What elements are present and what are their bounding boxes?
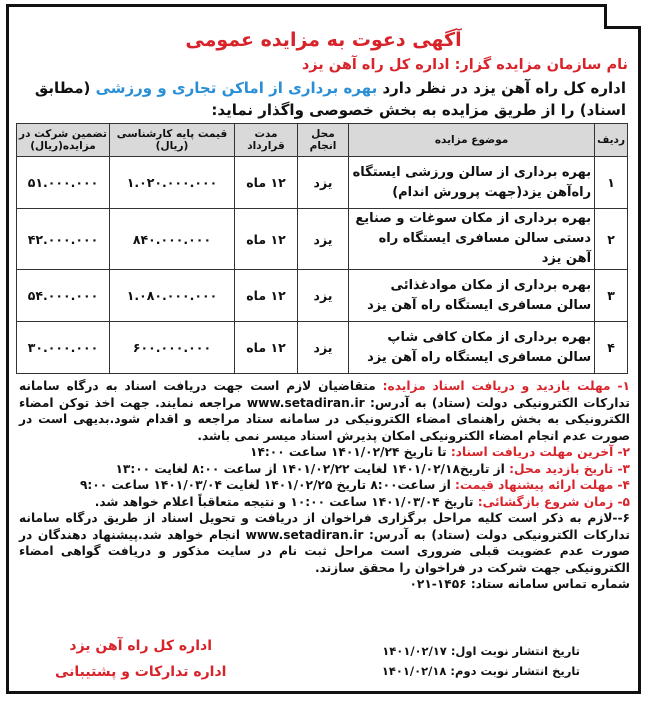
cell-row-number: ۲ (595, 209, 628, 270)
table-row (17, 157, 628, 209)
condition-3-text: از تاریخ۱۴۰۱/۰۲/۱۸ لغایت ۱۴۰۱/۰۲/۲۲ از ساعت ۸:۰۰ لغایت ۱۳:۰۰ (115, 461, 510, 476)
cell-guarantee: ۵۴.۰۰۰.۰۰۰ (17, 270, 110, 322)
table-row (17, 209, 628, 270)
cell-guarantee: ۴۲.۰۰۰.۰۰۰ (17, 209, 110, 270)
signature-block (55, 633, 226, 685)
condition-2-lead: ۲- آخرین مهلت دریافت اسناد: (450, 445, 630, 459)
notice-page (6, 4, 641, 694)
condition-1-text-b: مراجعه نمایند. جهت اخذ توکن امضاء الکترونیکی به بخش راهنمای امضاء الکترونیکی در سامانه ستاد مراجعه و اقدام شود.بدیهی است در صورت عدم انجام امضاء الکترونیکی امکان پذیرش اسناد میسر نمی باشد. (19, 395, 630, 443)
condition-item-4 (19, 477, 630, 494)
condition-3-lead: ۳- تاریخ بازدید محل: (509, 461, 630, 476)
table-row (17, 322, 628, 374)
cell-place: یزد (298, 209, 349, 270)
cell-guarantee: ۵۱.۰۰۰.۰۰۰ (17, 157, 110, 209)
cell-term: ۱۲ ماه (235, 322, 298, 374)
notice-title: آگهی دعوت به مزایده عمومی (185, 29, 462, 51)
intro-text-after: (مطابق اسناد) را از طریق مزایده به بخش خصوصی واگذار نماید: (34, 79, 626, 119)
intro-text-before: اداره کل راه آهن یزد در نظر دارد (377, 79, 626, 97)
condition-4-lead: ۴- مهلت ارائه پیشنهاد قیمت: (455, 478, 630, 492)
cell-subject: بهره برداری از مکان مواد‌غذائی سالن مسافری ایستگاه راه آهن یزد (349, 270, 595, 322)
condition-4-text: از ساعت۸:۰۰ تاریخ ۱۴۰۱/۰۲/۲۵ لغایت ۱۴۰۱/۰۳/۰۴ ساعت ۹:۰۰ (79, 478, 455, 492)
condition-1-lead: ۱- مهلت بازدید و دریافت اسناد مزایده: (382, 379, 630, 393)
cell-price: ۶۰۰.۰۰۰.۰۰۰ (110, 322, 235, 374)
publication-date-first: تاریخ انتشار نوبت اول: ۱۴۰۱/۰۲/۱۷ (382, 644, 580, 658)
header-place: محل انجام (298, 124, 349, 157)
corner-tab (604, 4, 641, 29)
header-price: قیمت پایه کارشناسی (ریال) (110, 124, 235, 157)
cell-price: ۸۴۰.۰۰۰.۰۰۰ (110, 209, 235, 270)
intro-paragraph (15, 77, 626, 121)
cell-place: یزد (298, 270, 349, 322)
cell-subject: بهره برداری از سالن ورزشی ایستگاه راه‌آهن یزد(جهت پرورش اندام) (349, 157, 595, 209)
cell-place: یزد (298, 157, 349, 209)
header-subject: موضوع مزایده (349, 124, 595, 157)
condition-6-text-a: ۶--لازم به ذکر است کلیه مراحل برگزاری فراخوان از دریافت و تحویل اسناد از طریق درگاه سامانه تدارکات الکترونیکی دولت (ستاد) به آدرس: (19, 511, 630, 542)
table-row (17, 270, 628, 322)
header-row-number: ردیف (595, 124, 628, 157)
condition-item-5 (19, 494, 630, 511)
publication-date-second: تاریخ انتشار نوبت دوم: ۱۴۰۱/۰۲/۱۸ (381, 664, 580, 678)
intro-highlight: بهره برداری از اماکن تجاری و ورزشی (95, 79, 378, 97)
cell-price: ۱.۰۲۰.۰۰۰.۰۰۰ (110, 157, 235, 209)
cell-place: یزد (298, 322, 349, 374)
condition-item-1 (19, 378, 630, 444)
cell-term: ۱۲ ماه (235, 209, 298, 270)
header-term: مدت قرارداد (235, 124, 298, 157)
condition-item-6 (19, 510, 630, 576)
cell-price: ۱.۰۸۰.۰۰۰.۰۰۰ (110, 270, 235, 322)
cell-subject: بهره برداری از مکان کافی شاپ سالن مسافری ایستگاه راه آهن یزد (349, 322, 595, 374)
setad-link[interactable]: www.setadiran.ir (246, 395, 365, 410)
condition-5-lead: ۵- زمان شروع بازگشائی: (477, 494, 630, 509)
contact-number: شماره تماس سامانه ستاد: ۱۴۵۶-۰۲۱ (409, 577, 630, 591)
setad-link[interactable]: www.setadiran.ir (245, 527, 364, 542)
cell-subject: بهره برداری از مکان سوغات و صنایع دستی سالن مسافری ایستگاه راه آهن یزد (349, 209, 595, 270)
condition-5-text: تاریخ ۱۴۰۱/۰۳/۰۴ ساعت ۱۰:۰۰ و نتیجه متعاقباً اعلام خواهد شد. (94, 494, 478, 509)
cell-row-number: ۳ (595, 270, 628, 322)
cell-row-number: ۴ (595, 322, 628, 374)
footer (9, 633, 638, 685)
condition-1-text-a: متقاضیان لازم است جهت دریافت اسناد به درگاه سامانه تدارکات الکترونیکی دولت (ستاد) به آدرس: (19, 379, 631, 410)
cell-term: ۱۲ ماه (235, 157, 298, 209)
signature-org: اداره کل راه آهن یزد (69, 638, 213, 654)
publication-dates (382, 641, 580, 681)
signature-dept: اداره تدارکات و پشتیبانی (55, 664, 227, 680)
cell-row-number: ۱ (595, 157, 628, 209)
condition-2-text: تا تاریخ ۱۴۰۱/۰۲/۲۴ ساعت ۱۴:۰۰ (250, 445, 451, 459)
condition-item-3 (19, 461, 630, 478)
cell-guarantee: ۳۰.۰۰۰.۰۰۰ (17, 322, 110, 374)
conditions-list (19, 378, 630, 593)
auction-items-table (16, 123, 628, 374)
condition-item-2 (19, 444, 630, 461)
cell-term: ۱۲ ماه (235, 270, 298, 322)
header-guarantee: تضمین شرکت در مزایده(ریال) (17, 124, 110, 157)
organizer-line: نام سازمان مزایده گزار: اداره کل راه آهن یزد (301, 57, 628, 73)
table-header-row (17, 124, 628, 157)
condition-6-text-b: انجام خواهد شد.پیشنهاد دهندگان در صورت عدم عضویت قبلی ضروری است مراحل ثبت نام در سایت مذکور و دریافت گواهی امضاء الکترونیکی جهت شرکت در فراخوان را محقق سازند. (19, 527, 630, 575)
